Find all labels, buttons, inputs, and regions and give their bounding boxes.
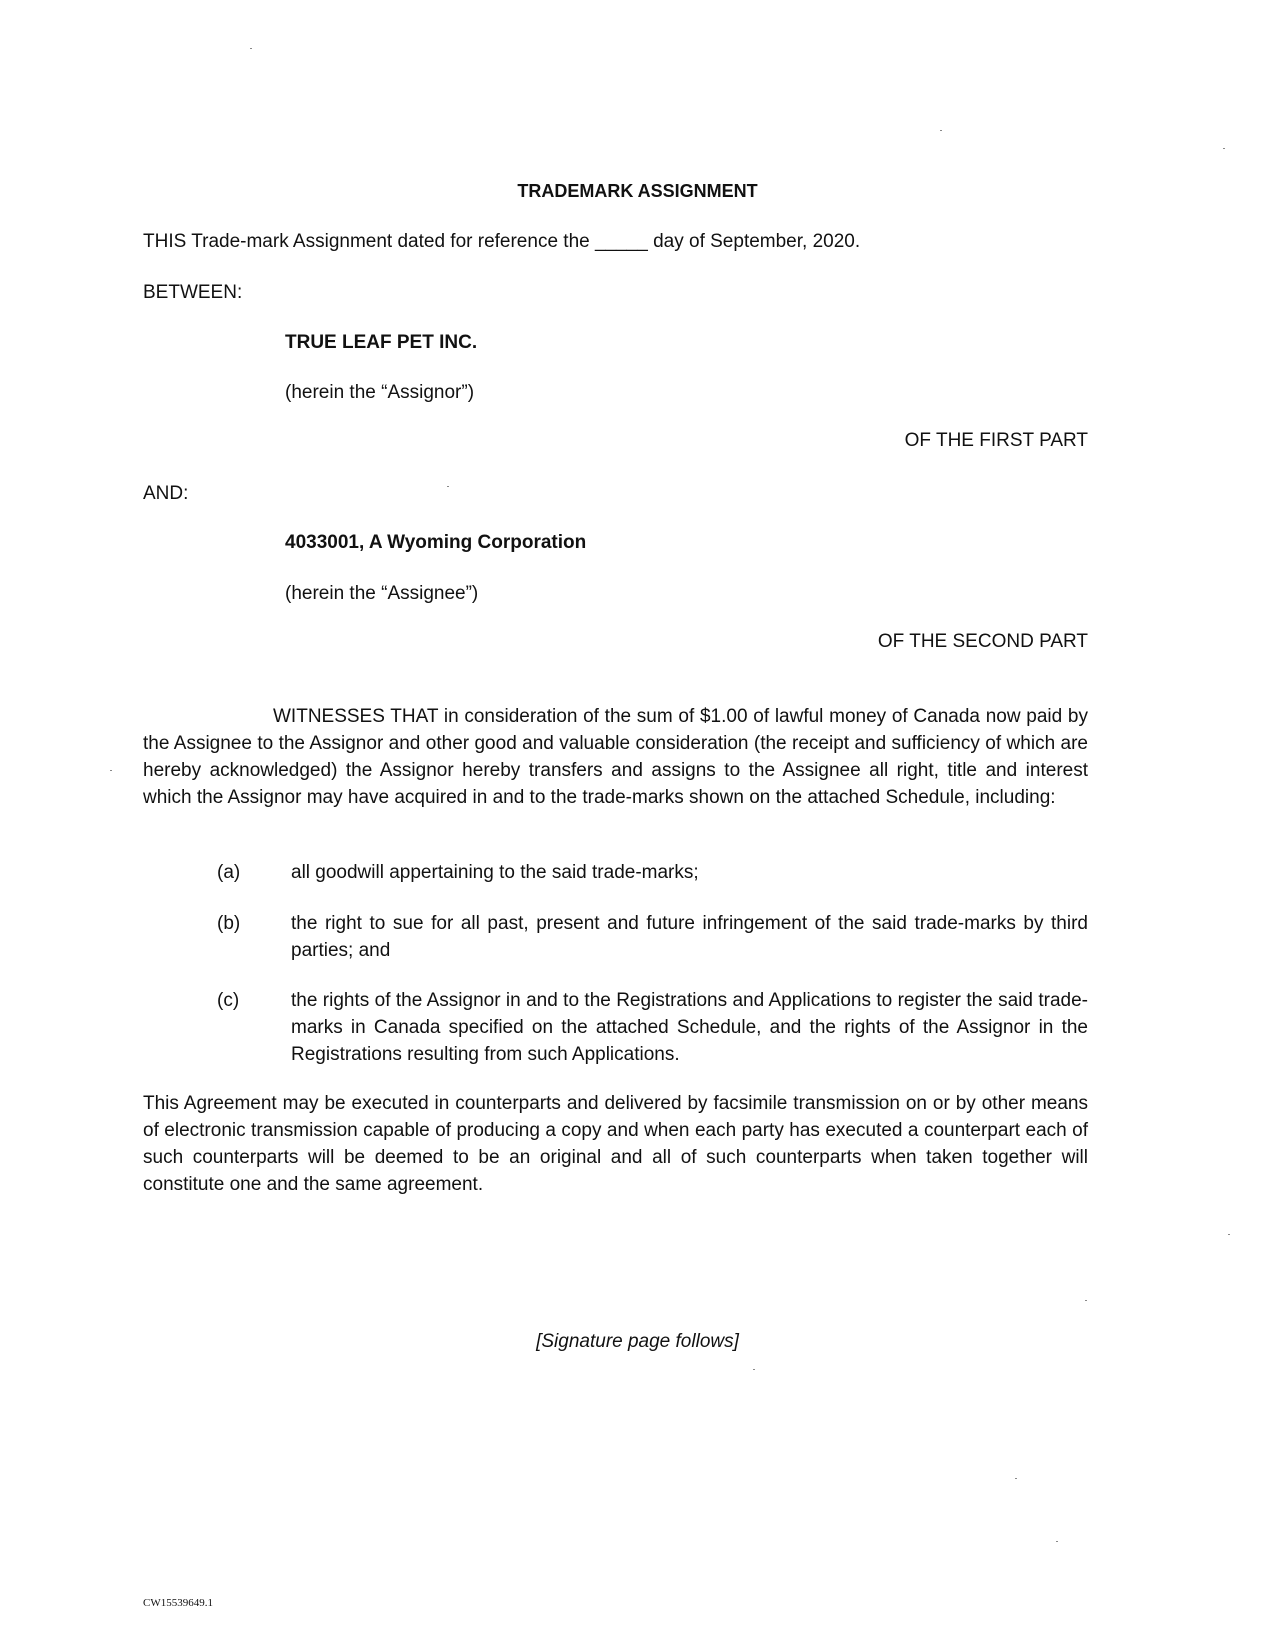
scan-speck: [250, 48, 252, 49]
witnesses-paragraph: WITNESSES THAT in consideration of the sum of $1.00 of lawful money of Canada now paid by the Assignee to the Assignor and other good and valuable consideration (the receipt and sufficiency of which are hereby acknowledged) the Assignor hereby transfers and assigns to the Assignee all right, title and interest which the Assignor may have acquired in and to the trade-marks shown on the attached Schedule, including:: [143, 706, 1088, 808]
second-part-label: OF THE SECOND PART: [877, 631, 1088, 652]
counterparts-paragraph: This Agreement may be executed in counterparts and delivered by facsimile transmission on or by other means of electronic transmission capable of producing a copy and when each party has executed a counterpart each of such counterparts will be deemed to be an original and all of such counterparts when taken together will constitute one and the same agreement.: [143, 1093, 1088, 1195]
signature-note: [Signature page follows]: [536, 1331, 739, 1352]
assignee-name: 4033001, A Wyoming Corporation: [285, 532, 587, 553]
footer-code: CW15539649.1: [143, 1597, 213, 1609]
scan-speck: [940, 130, 942, 131]
item-c-text: the rights of the Assignor in and to the Registrations and Applications to register the said trade-marks in Canada specified on the attached Schedule, and the rights of the Assignor in the Registrations resulting from such Applications.: [291, 990, 1088, 1065]
assignor-name: TRUE LEAF PET INC.: [285, 332, 478, 353]
scan-speck: [753, 1369, 755, 1370]
scan-speck: [447, 486, 449, 487]
scan-speck: [110, 770, 112, 771]
intro-line: THIS Trade-mark Assignment dated for reference the _____ day of September, 2020.: [143, 231, 861, 252]
scan-speck: [1223, 148, 1225, 149]
assignee-designation: (herein the “Assignee”): [285, 583, 479, 604]
scan-speck: [1085, 1300, 1087, 1301]
document-title: TRADEMARK ASSIGNMENT: [517, 181, 758, 201]
item-a-text: all goodwill appertaining to the said trade-marks;: [291, 862, 699, 883]
scan-speck: [1015, 1478, 1017, 1479]
item-b-text: the right to sue for all past, present and future infringement of the said trade-marks by third parties; and: [291, 913, 1088, 961]
scan-speck: [1228, 1234, 1230, 1235]
assignor-designation: (herein the “Assignor”): [285, 382, 475, 403]
item-b-label: (b): [217, 913, 241, 934]
first-part-label: OF THE FIRST PART: [904, 430, 1088, 451]
between-label: BETWEEN:: [143, 282, 243, 303]
scan-speck: [1056, 1541, 1058, 1542]
and-label: AND:: [143, 483, 189, 504]
item-a-label: (a): [217, 862, 241, 883]
item-c-label: (c): [217, 990, 240, 1011]
